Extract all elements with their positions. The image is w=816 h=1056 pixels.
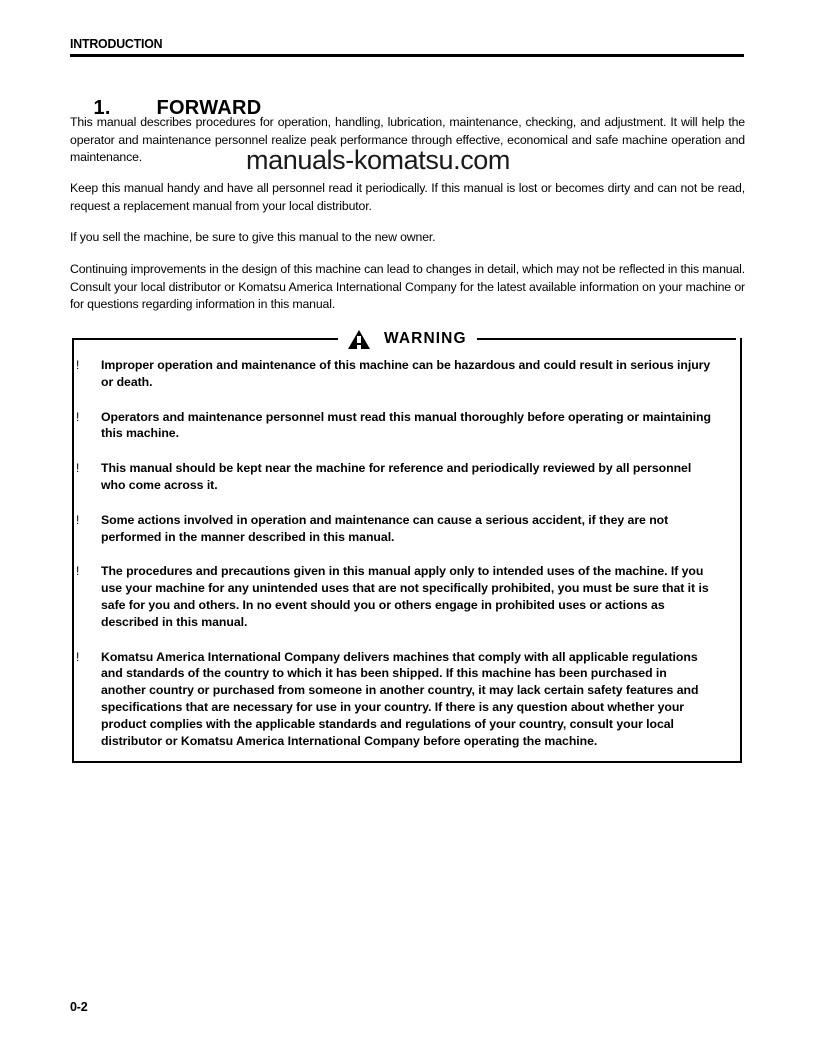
warning-item-text: Komatsu America International Company delivers machines that comply with all applicable regulations and standards of the country to which it has been shipped. If this machine has been purchased in another country or purchased from someone in another country, it may lack certain safety features and specifications that are necessary for use in your country. If there is any question about whether your product complies with the applicable standards and regulations of your country, consult your local distributor or Komatsu America International Company before operating the machine. — [101, 649, 699, 748]
warning-bullet-marker: ! — [76, 649, 80, 664]
warning-item-text: The procedures and precautions given in this manual apply only to intended uses of the machine. If you use your machine for any unintended uses that are not specifically prohibited, you must be sure that it is safe for you and others. In no event should you or others engage in prohibited uses or actions as described in this manual. — [101, 564, 709, 629]
page-number: 0-2 — [70, 1000, 88, 1014]
warning-item — [74, 357, 740, 391]
warning-bullet-marker: ! — [76, 461, 80, 476]
warning-item-text: This manual should be kept near the machine for reference and periodically reviewed by all personnel who come across it. — [101, 461, 692, 492]
warning-item — [74, 649, 740, 750]
body-paragraph-2: Keep this manual handy and have all personnel read it periodically. If this manual is lost or becomes dirty and can not be read, request a replacement manual from your local distributor. — [70, 181, 745, 213]
section-title-text: FORWARD — [156, 97, 262, 119]
warning-box — [72, 338, 742, 763]
body-paragraph-4: Continuing improvements in the design of this machine can lead to changes in detail, which may not be reflected in this manual. Consult your local distributor or Komatsu America International Company for the latest available information on your machine or for questions regarding information in this manual. — [70, 262, 745, 311]
warning-item — [74, 409, 740, 443]
header-title: INTRODUCTION — [70, 36, 163, 51]
warning-bullet-marker: ! — [76, 358, 80, 372]
warning-item — [74, 460, 740, 494]
warning-item-list — [74, 338, 740, 767]
warning-bullet-marker: ! — [76, 409, 80, 424]
body-paragraph-1: This manual describes procedures for operation, handling, lubrication, maintenance, checking, and adjustment. It will help the operator and maintenance personnel realize peak performance through effective, economical and safe machine operation and maintenance. — [70, 115, 745, 164]
watermark-text: manuals-komatsu.com — [246, 145, 510, 175]
body-paragraph-3: If you sell the machine, be sure to give this manual to the new owner. — [70, 230, 436, 244]
document-header — [70, 36, 744, 57]
warning-bullet-marker: ! — [76, 564, 80, 579]
header-rule — [70, 54, 744, 57]
warning-label: WARNING — [384, 330, 467, 347]
warning-item — [74, 512, 740, 546]
warning-item — [74, 563, 740, 630]
warning-item-text: Operators and maintenance personnel must read this manual thoroughly before operating or maintaining this machine. — [101, 409, 711, 441]
warning-item-text: Improper operation and maintenance of this machine can be hazardous and could result in serious injury or death. — [101, 358, 711, 389]
section-number: 1. — [93, 97, 111, 119]
warning-bullet-marker: ! — [76, 512, 80, 527]
warning-item-text: Some actions involved in operation and maintenance can cause a serious accident, if they are not performed in the manner described in this manual. — [101, 512, 669, 544]
